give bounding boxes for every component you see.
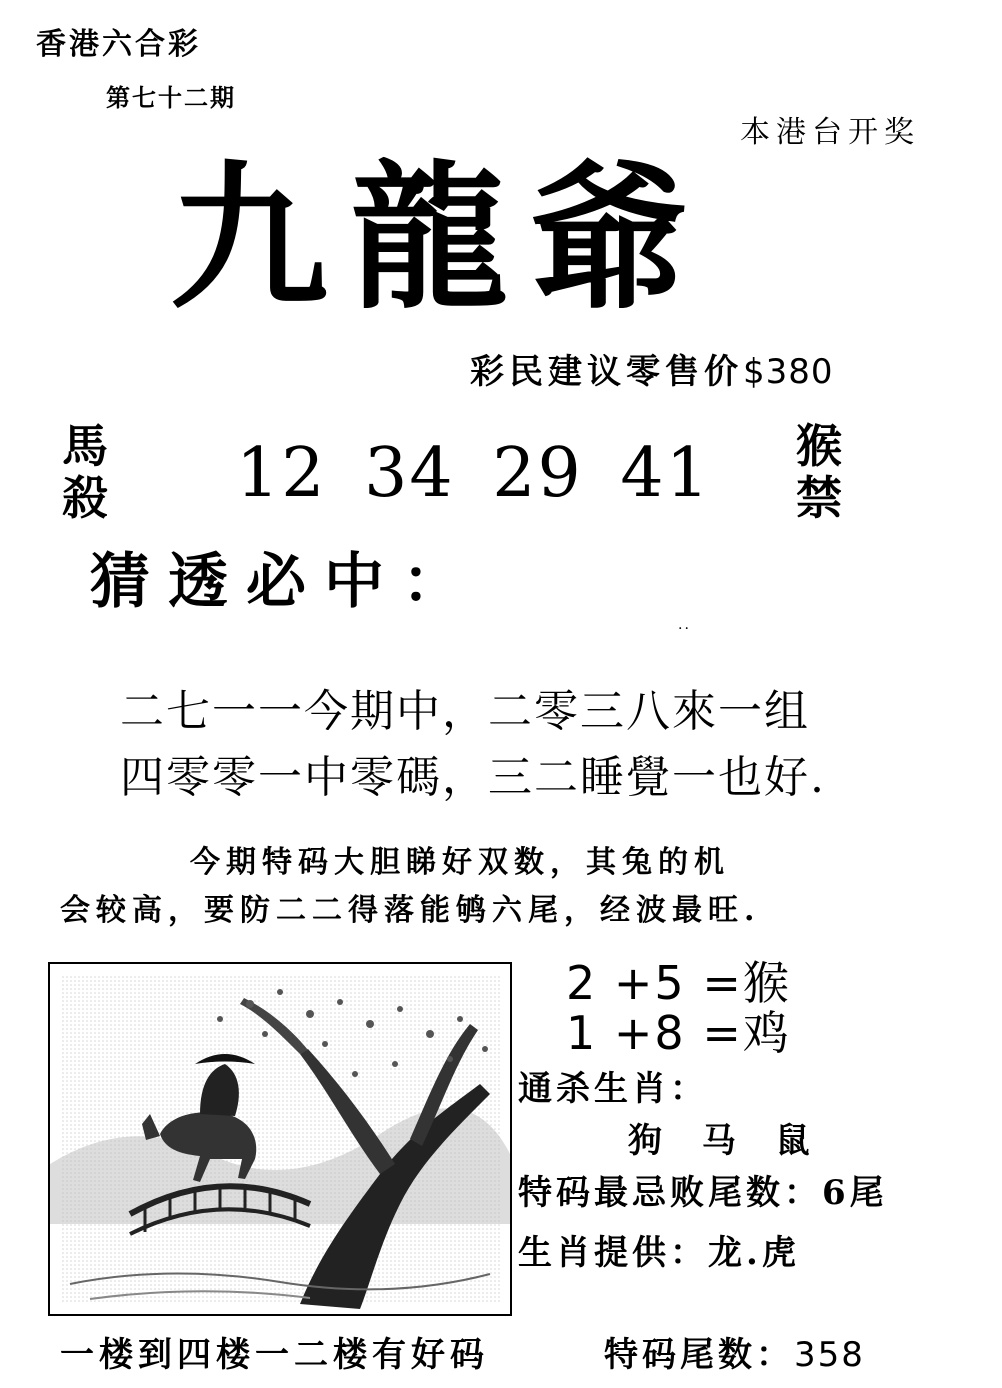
sure-win-label: 猜透必中：: [90, 547, 480, 617]
formula-expr-1: 2 +5 =: [566, 956, 743, 1010]
formula-zodiac-2: 鸡: [742, 1006, 791, 1060]
formula-expr-2: 1 +8 =: [566, 1006, 743, 1060]
kill-zodiac-left: 馬殺: [62, 419, 108, 525]
tail-value: 358: [794, 1335, 865, 1375]
draw-station: 本港台开奖: [740, 115, 920, 150]
tail-label: 特码尾数：: [604, 1335, 794, 1375]
retail-price: [470, 352, 834, 392]
worst-tail-number: 特码最忌败尾数：6尾: [518, 1173, 888, 1213]
price-label: 彩民建议零售价: [470, 352, 743, 392]
tip-line-1: 今期特码大胆睇好双数，其兔的机: [190, 845, 730, 880]
kill-zodiac-right: 猴禁: [796, 419, 842, 525]
header-brand: 香港六合彩: [36, 27, 201, 62]
ink-painting-image: [48, 962, 512, 1316]
issue-number: 第七十二期: [106, 83, 236, 112]
floors-hint: 一楼到四楼一二楼有好码: [60, 1335, 489, 1375]
recommended-numbers: 12 34 29 41: [236, 434, 711, 513]
tail-number: [604, 1335, 865, 1375]
formula-line-2: [566, 1006, 791, 1060]
page-title: 九龍爺: [170, 146, 710, 331]
formula-zodiac-1: 猴: [742, 956, 791, 1010]
kill-all-value: 狗 马 鼠: [628, 1121, 824, 1161]
poem-line-2: 四零零一中零碼，三二睡覺一也好.: [120, 752, 826, 803]
poem-line-1: 二七一一今期中，二零三八來一组: [120, 686, 810, 737]
zodiac-offer: 生肖提供：龙.虎: [518, 1233, 800, 1273]
formula-line-1: [566, 956, 791, 1010]
kill-all-label: 通杀生肖：: [518, 1069, 708, 1109]
tip-line-2: 会较高，要防二二得落能鸲六尾，经波最旺.: [60, 893, 761, 928]
price-amount: $380: [743, 352, 834, 392]
ink-painting-icon: [50, 964, 510, 1314]
dots-mark: ..: [678, 617, 691, 633]
